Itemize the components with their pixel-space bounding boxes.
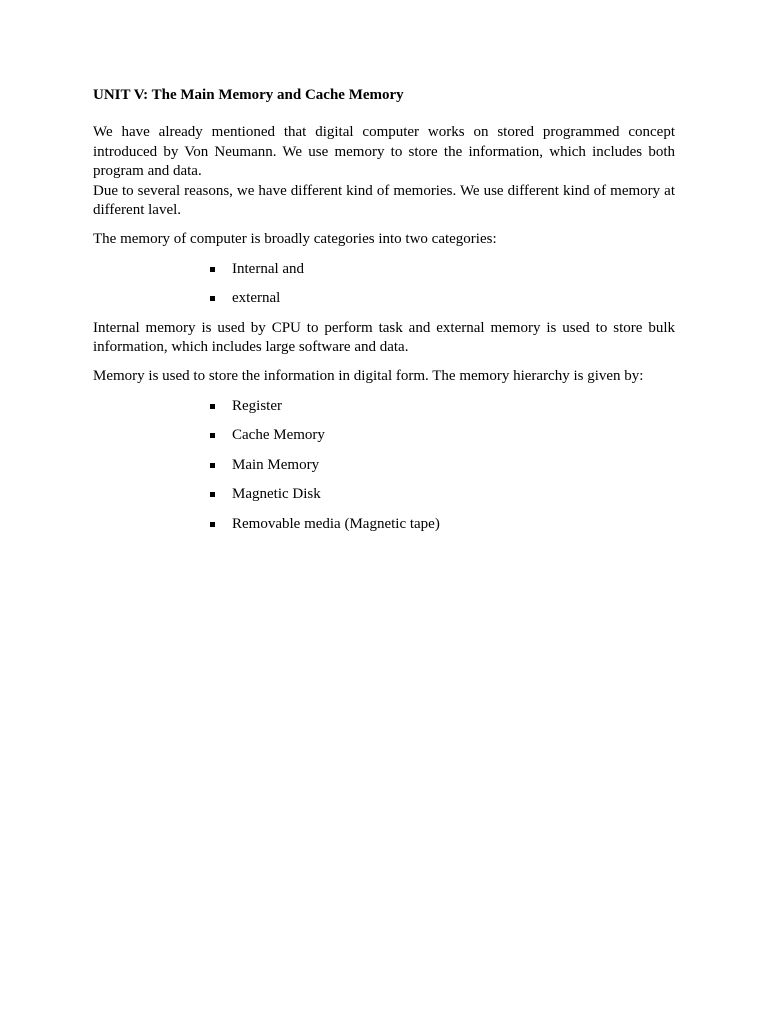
categories-list xyxy=(93,260,675,309)
intro-paragraph: We have already mentioned that digital computer works on stored programmed concept introduced by Von Neumann. We use memory to store the information, which includes both program and data. xyxy=(93,124,675,180)
list-item xyxy=(93,397,675,416)
square-bullet-icon xyxy=(210,522,215,527)
square-bullet-icon xyxy=(210,463,215,468)
memory-kinds-paragraph: Due to several reasons, we have different kind of memories. We use different kind of memory at different lavel. xyxy=(93,182,675,219)
list-item-text: Removable media (Magnetic tape) xyxy=(232,515,440,532)
list-item-text: Magnetic Disk xyxy=(232,486,321,503)
square-bullet-icon xyxy=(210,296,215,301)
square-bullet-icon xyxy=(210,433,215,438)
list-item-text: Cache Memory xyxy=(232,427,325,444)
list-item-text: Register xyxy=(232,397,282,414)
list-item xyxy=(93,289,675,308)
square-bullet-icon xyxy=(210,267,215,272)
square-bullet-icon xyxy=(210,404,215,409)
list-item-text: external xyxy=(232,290,281,307)
list-item xyxy=(93,426,675,445)
list-item-text: Main Memory xyxy=(232,456,320,473)
document-title: UNIT V: The Main Memory and Cache Memory xyxy=(93,87,404,103)
list-item xyxy=(93,485,675,504)
internal-external-paragraph: Internal memory is used by CPU to perform task and external memory is used to store bulk information, which includes large software and data. xyxy=(93,319,675,356)
hierarchy-intro-paragraph: Memory is used to store the information in digital form. The memory hierarchy is given by: xyxy=(93,368,644,385)
hierarchy-list xyxy=(93,397,675,534)
list-item xyxy=(93,260,675,279)
list-item-text: Internal and xyxy=(232,260,305,277)
list-item xyxy=(93,456,675,475)
categories-intro-paragraph: The memory of computer is broadly categories into two categories: xyxy=(93,231,497,248)
document-body xyxy=(93,86,675,544)
square-bullet-icon xyxy=(210,492,215,497)
list-item xyxy=(93,515,675,534)
